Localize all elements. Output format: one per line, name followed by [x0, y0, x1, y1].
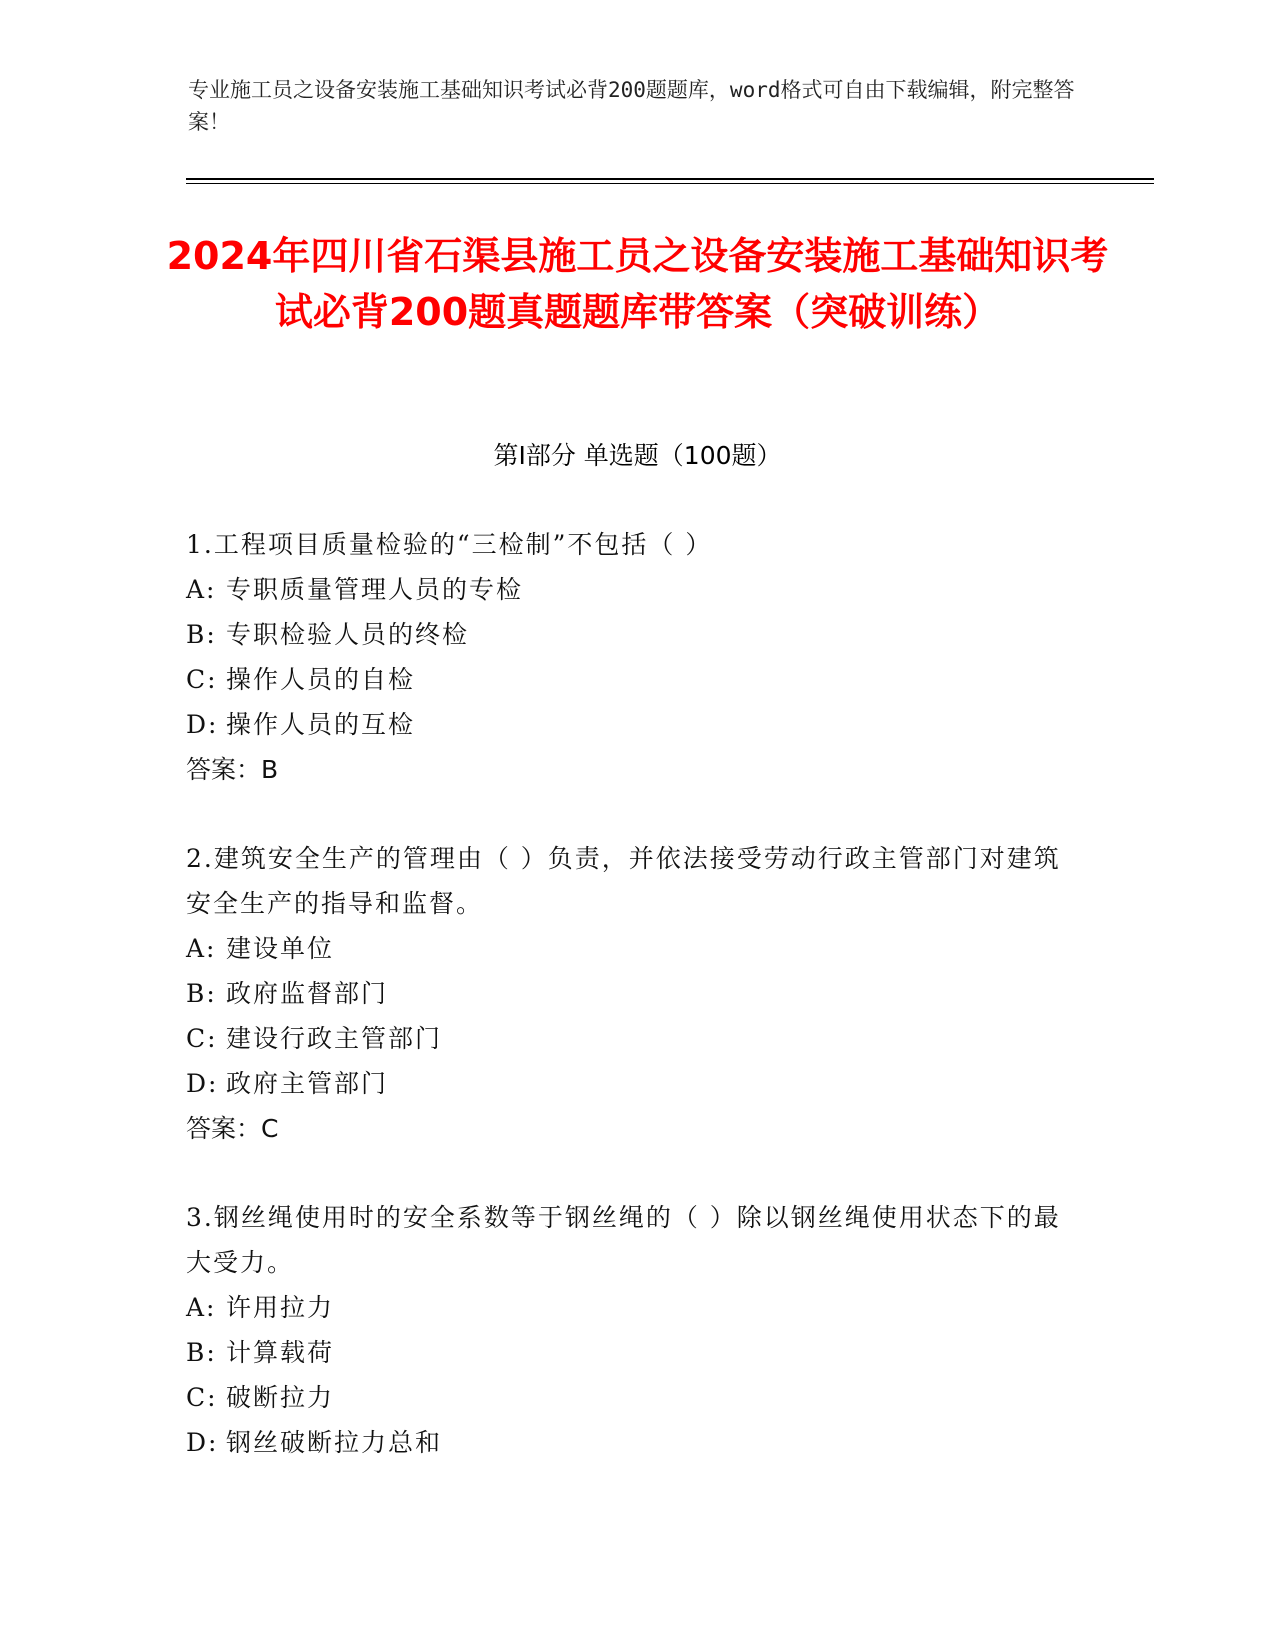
option-b: [186, 612, 1086, 657]
section-heading: 第I部分 单选题（100题）: [493, 441, 782, 470]
option-d: [186, 702, 1086, 747]
document-title: 2024年四川省石渠县施工员之设备安装施工基础知识考试必背200题真题题库带答案（突破训练）: [166, 234, 1109, 334]
option-text: 建设单位: [226, 934, 335, 963]
option-text: 许用拉力: [226, 1293, 335, 1322]
option-d: [186, 1420, 1086, 1465]
option-a: [186, 1285, 1086, 1330]
option-a: [186, 567, 1086, 612]
option-letter: C:: [186, 1383, 218, 1412]
option-letter: A:: [186, 934, 217, 963]
question-stem: 1.工程项目质量检验的“三检制”不包括（ ）: [186, 530, 713, 559]
option-letter: D:: [186, 710, 219, 739]
option-d: [186, 1061, 1086, 1106]
answer-label: 答案：: [186, 1114, 262, 1143]
option-text: 破断拉力: [226, 1383, 335, 1412]
option-letter: B:: [186, 1338, 217, 1367]
option-c: [186, 657, 1086, 702]
option-letter: C:: [186, 1024, 218, 1053]
question-2: [186, 836, 1086, 1151]
option-c: [186, 1016, 1086, 1061]
option-letter: C:: [186, 665, 218, 694]
option-text: 政府监督部门: [226, 979, 389, 1008]
option-text: 钢丝破断拉力总和: [226, 1428, 443, 1457]
option-text: 建设行政主管部门: [226, 1024, 443, 1053]
answer-line: [186, 747, 1086, 792]
option-text: 计算载荷: [226, 1338, 335, 1367]
answer-value: C: [261, 1114, 279, 1143]
option-text: 专职检验人员的终检: [226, 620, 470, 649]
option-b: [186, 971, 1086, 1016]
option-text: 专职质量管理人员的专检: [226, 575, 524, 604]
question-1: [186, 522, 1086, 792]
option-b: [186, 1330, 1086, 1375]
header-rule-thin: [186, 183, 1154, 184]
option-letter: B:: [186, 620, 217, 649]
answer-label: 答案：: [186, 755, 262, 784]
question-3: [186, 1195, 1086, 1465]
option-c: [186, 1375, 1086, 1420]
question-list: [186, 522, 1086, 1509]
answer-line: [186, 1106, 1086, 1151]
option-letter: B:: [186, 979, 217, 1008]
option-text: 操作人员的自检: [226, 665, 416, 694]
option-letter: D:: [186, 1069, 219, 1098]
option-a: [186, 926, 1086, 971]
header-rule-thick: [186, 178, 1154, 180]
option-letter: D:: [186, 1428, 219, 1457]
option-letter: A:: [186, 575, 217, 604]
question-stem: 3.钢丝绳使用时的安全系数等于钢丝绳的（ ）除以钢丝绳使用状态下的最大受力。: [186, 1203, 1061, 1277]
option-letter: A:: [186, 1293, 217, 1322]
option-text: 操作人员的互检: [226, 710, 416, 739]
header-note: 专业施工员之设备安装施工基础知识考试必背200题题库，word格式可自由下载编辑，附完整答案！: [188, 78, 1075, 134]
answer-value: B: [261, 755, 279, 784]
option-text: 政府主管部门: [226, 1069, 389, 1098]
question-stem: 2.建筑安全生产的管理由（ ）负责，并依法接受劳动行政主管部门对建筑安全生产的指导和监督。: [186, 844, 1061, 918]
